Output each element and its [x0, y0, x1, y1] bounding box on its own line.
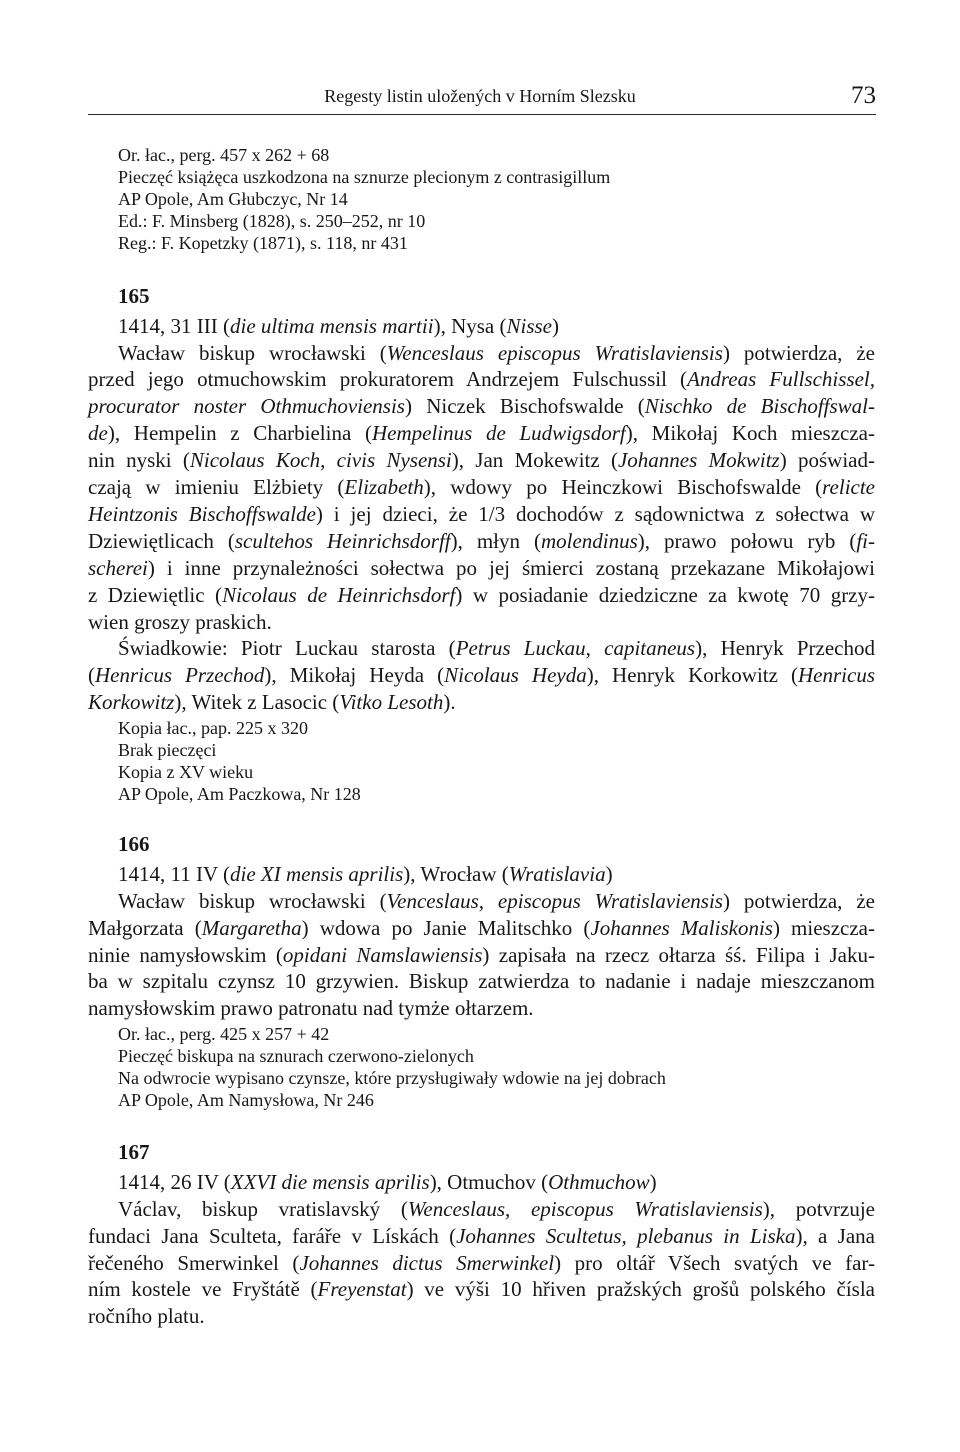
text-run: ), Hempelin z Charbielina ( [107, 421, 372, 446]
text-run: ) [649, 1169, 657, 1194]
archival-note: Brak pieczęci [118, 740, 217, 761]
entry-number: 165 [118, 283, 150, 308]
latin-italic-run: Johannes Mokwitz [617, 448, 780, 473]
latin-italic-run: Nisse [506, 313, 552, 338]
latin-italic-run: procurator noster Othmuchoviensis [88, 394, 405, 419]
text-run: wien groszy praskich. [88, 609, 272, 634]
text-run: ), potvrzuje [762, 1196, 875, 1221]
regest-entry [88, 829, 875, 1112]
text-run: ) wdowa po Janie Malitschko ( [301, 915, 591, 940]
page-number: 73 [851, 82, 876, 109]
text-run: ) poświad- [779, 448, 875, 473]
entry-date-place [88, 1168, 875, 1196]
text-run: ) pro oltář Všech svatých ve far- [554, 1250, 875, 1275]
text-run: ), Henryk Korkowitz ( [586, 663, 798, 688]
latin-italic-run: de [88, 421, 108, 446]
latin-italic-run: fi- [856, 528, 875, 553]
text-run: Wacław biskup wrocławski ( [118, 888, 387, 913]
text-run: ba w szpitalu czynsz 10 grzywien. Biskup zatwierdza to nadanie i nadaje mieszczanom [88, 969, 875, 994]
latin-italic-run: Henricus [798, 663, 875, 688]
archival-note: Pieczęć biskupa na sznurach czerwono-zielonych [118, 1046, 474, 1067]
latin-italic-run: Elizabeth [344, 475, 424, 500]
archival-note: Or. łac., perg. 425 x 257 + 42 [118, 1024, 330, 1045]
body-line [88, 366, 875, 393]
text-run: ) potwierdza, że [722, 340, 875, 365]
header-rule [88, 114, 876, 115]
regest-paragraph [88, 888, 875, 1023]
running-title: Regesty listin uložených v Horním Slezsku [324, 86, 636, 106]
body-line [88, 662, 875, 689]
regest-paragraph [88, 340, 875, 636]
text-run: ) i inne przynależności sołectwa po jej śmierci zostaną przekazane Mikołajowi [147, 555, 875, 580]
latin-italic-run: Nicolaus Koch, civis Nysensi [189, 448, 452, 473]
body-line [88, 501, 875, 528]
text-run: ), Henryk Przechod [695, 636, 876, 661]
text-run: 1414, 11 IV ( [118, 861, 230, 886]
latin-italic-run: Johannes dictus Smerwinkel [299, 1250, 555, 1275]
text-run: czają w imieniu Elżbiety ( [88, 475, 345, 500]
regest-entry [88, 281, 875, 806]
body-line [88, 1223, 875, 1250]
continued-archival-notes [88, 144, 875, 254]
text-run: nin nyski ( [88, 448, 190, 473]
latin-italic-run: Venceslaus, episcopus Wratislaviensis [386, 888, 723, 913]
text-column [88, 144, 875, 1330]
latin-italic-run: Nischko de Bischoffswal- [644, 394, 875, 419]
text-run: fundaci Jana Sculteta, faráře v Lískách ( [88, 1223, 457, 1248]
text-run: ( [88, 663, 95, 688]
body-line [88, 447, 875, 474]
entry-number: 167 [118, 1139, 150, 1164]
entry-date-place [88, 860, 875, 888]
text-run: ) [605, 861, 613, 886]
text-run: Wacław biskup wrocławski ( [118, 340, 387, 365]
text-run: ). [443, 690, 456, 715]
latin-italic-run: molendinus [540, 528, 638, 553]
text-run: Świadkowie: Piotr Luckau starosta ( [118, 636, 456, 661]
latin-italic-run: Petrus Luckau, capitaneus [455, 636, 696, 661]
body-line [88, 1303, 875, 1330]
archival-notes [88, 717, 875, 805]
latin-italic-run: Andreas Fullschissel, [687, 367, 875, 392]
latin-italic-run: scherei [88, 555, 148, 580]
text-run: řečeného Smerwinkel ( [88, 1250, 300, 1275]
text-run: ním kostele ve Fryštátě ( [88, 1277, 318, 1302]
text-run: ), Mikołaj Koch mieszcza- [625, 421, 875, 446]
latin-italic-run: Korkowitz [88, 690, 175, 715]
latin-italic-run: Wenceslaus, episcopus Wratislaviensis [407, 1196, 763, 1221]
text-run: ) Niczek Bischofswalde ( [404, 394, 645, 419]
text-run: ), Mikołaj Heyda ( [264, 663, 445, 688]
text-run: ), Wrocław ( [403, 861, 509, 886]
entry-number: 166 [118, 831, 150, 856]
text-run: ) mieszcza- [772, 915, 875, 940]
body-line [88, 968, 875, 995]
latin-italic-run: die XI mensis aprilis [230, 861, 404, 886]
archival-note: Kopia łac., pap. 225 x 320 [118, 718, 308, 739]
body-line [88, 1276, 875, 1303]
body-line [88, 582, 875, 609]
latin-italic-run: die ultima mensis martii [229, 313, 434, 338]
body-line [88, 420, 875, 447]
archival-note: AP Opole, Am Namysłowa, Nr 246 [118, 1090, 374, 1111]
text-run: ročního platu. [88, 1304, 205, 1329]
latin-italic-run: Wratislavia [508, 861, 606, 886]
text-run: Václav, biskup vratislavský ( [118, 1196, 408, 1221]
text-run: ), młyn ( [450, 528, 541, 553]
body-line [88, 915, 875, 942]
body-line [88, 888, 875, 915]
text-run: ), a Jana [795, 1223, 875, 1248]
text-run: ninie namysłowskim ( [88, 942, 283, 967]
body-line [88, 474, 875, 501]
entry-date-place [88, 312, 875, 340]
latin-italic-run: Nicolaus Heyda [444, 663, 587, 688]
archival-note: Reg.: F. Kopetzky (1871), s. 118, nr 431 [118, 233, 408, 253]
archival-note: AP Opole, Am Głubczyc, Nr 14 [118, 189, 348, 209]
text-run: przed jego otmuchowskim prokuratorem Andrzejem Fulschussil ( [88, 367, 688, 392]
latin-italic-run: Nicolaus de Heinrichsdorf [222, 582, 456, 607]
body-line [88, 609, 875, 636]
text-run: ) i jej dzieci, że 1/3 dochodów z sądownictwa z sołectwa w [315, 501, 875, 526]
archival-note: Na odwrocie wypisano czynsze, które przysługiwały wdowie na jej dobrach [118, 1068, 666, 1089]
latin-italic-run: XXVI die mensis aprilis [230, 1169, 430, 1194]
latin-italic-run: Vitko Lesoth [339, 690, 444, 715]
text-run: ), Jan Mokewitz ( [451, 448, 618, 473]
latin-italic-run: Henricus Przechod [95, 663, 265, 688]
body-line [88, 635, 875, 662]
body-line [88, 1250, 875, 1277]
body-line [88, 1196, 875, 1223]
text-run: ) ve výši 10 hřiven pražských grošů polského čísla [406, 1277, 875, 1302]
text-run: 1414, 26 IV ( [118, 1169, 231, 1194]
text-run: ), prawo połowu ryb ( [637, 528, 857, 553]
regest-paragraph [88, 635, 875, 716]
latin-italic-run: relicte [822, 475, 875, 500]
body-line [88, 942, 875, 969]
regest-entries [88, 281, 875, 1331]
latin-italic-run: Wenceslaus episcopus Wratislaviensis [386, 340, 723, 365]
text-run: ), Otmuchov ( [429, 1169, 549, 1194]
regest-entry [88, 1137, 875, 1331]
text-run: namysłowskim prawo patronatu nad tymże ołtarzem. [88, 996, 534, 1021]
latin-italic-run: Othmuchow [548, 1169, 650, 1194]
archival-note: Ed.: F. Minsberg (1828), s. 250–252, nr 10 [118, 211, 426, 231]
archival-note: Kopia z XV wieku [118, 762, 254, 783]
text-run: ) zapisała na rzecz ołtarza śś. Filipa i Jaku- [482, 942, 875, 967]
text-run: Małgorzata ( [88, 915, 202, 940]
latin-italic-run: scultehos Heinrichsdorff [234, 528, 451, 553]
body-line [88, 555, 875, 582]
latin-italic-run: Johannes Maliskonis [590, 915, 773, 940]
regest-paragraph [88, 1196, 875, 1331]
latin-italic-run: opidani Namslawiensis [282, 942, 483, 967]
archival-notes [88, 1023, 875, 1111]
latin-italic-run: Heintzonis Bischoffswalde [88, 501, 316, 526]
text-run: ), Nysa ( [433, 313, 507, 338]
body-line [88, 995, 875, 1022]
body-line [88, 689, 875, 716]
text-run: ) w posiadanie dziedziczne za kwotę 70 grzy- [455, 582, 876, 607]
text-run: 1414, 31 III ( [118, 313, 230, 338]
archival-note: Or. łac., perg. 457 x 262 + 68 [118, 145, 330, 165]
text-run: ), Witek z Lasocic ( [174, 690, 340, 715]
text-run: ), wdowy po Heinczkowi Bischofswalde ( [423, 475, 823, 500]
body-line [88, 340, 875, 367]
latin-italic-run: Freyenstat [317, 1277, 407, 1302]
archival-note: AP Opole, Am Paczkowa, Nr 128 [118, 784, 361, 805]
latin-italic-run: Hempelinus de Ludwigsdorf [371, 421, 626, 446]
body-line [88, 528, 875, 555]
latin-italic-run: Margaretha [201, 915, 302, 940]
body-line [88, 393, 875, 420]
latin-italic-run: Johannes Scultetus, plebanus in Liska [456, 1223, 796, 1248]
text-run: ) [552, 313, 559, 338]
text-run: z Dziewiętlic ( [88, 582, 223, 607]
text-run: Dziewiętlicach ( [88, 528, 235, 553]
text-run: ) potwierdza, że [722, 888, 875, 913]
archival-note: Pieczęć książęca uszkodzona na sznurze plecionym z contrasigillum [118, 167, 611, 187]
